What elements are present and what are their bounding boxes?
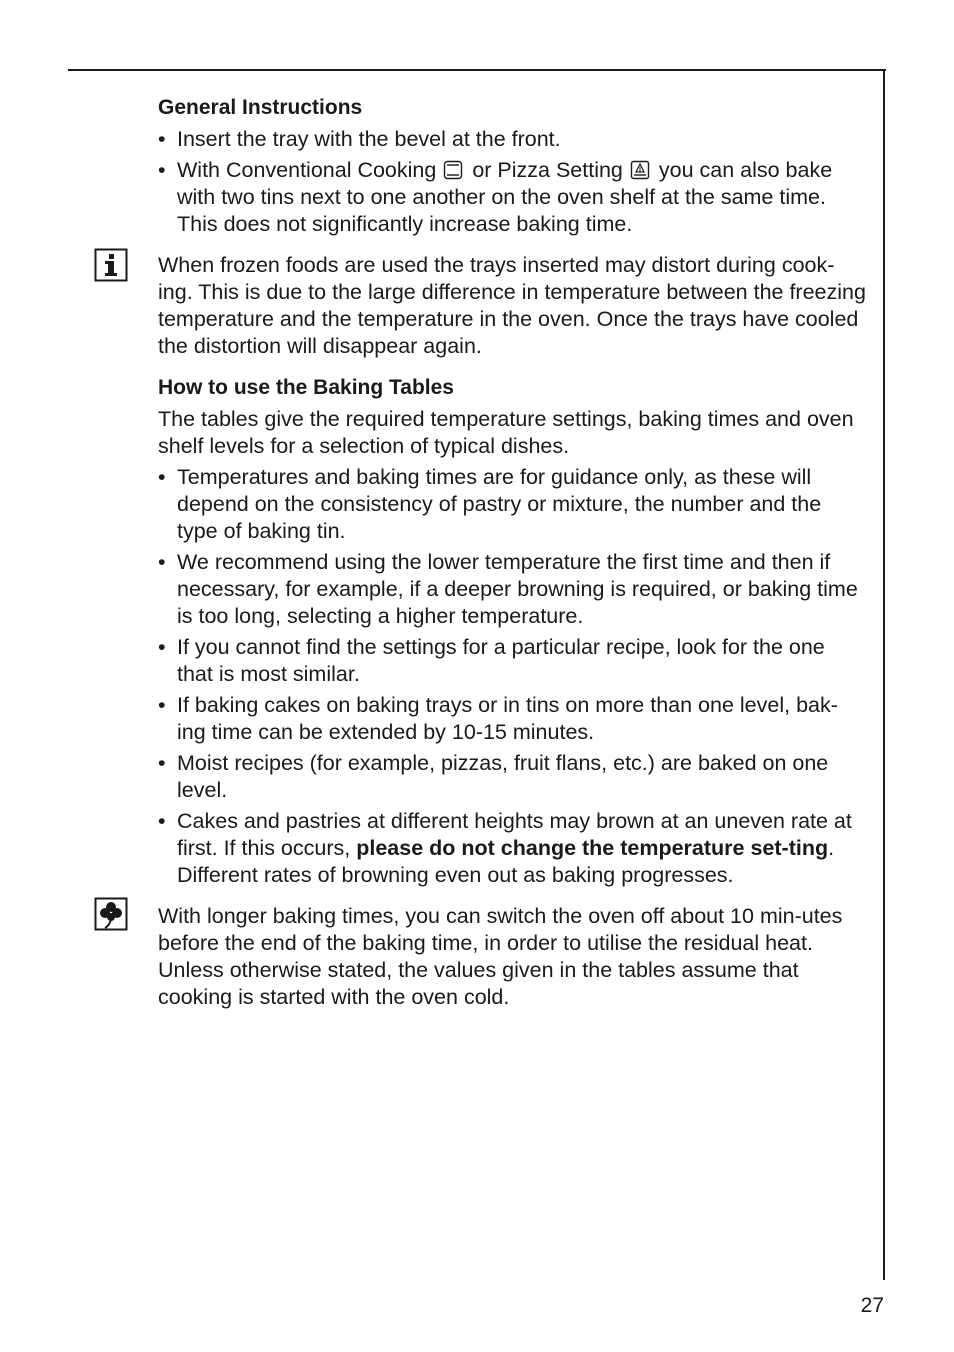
- list-item: • Moist recipes (for example, pizzas, fruit flans, etc.) are baked on one level.: [158, 750, 866, 804]
- list-item: • If baking cakes on baking trays or in tins on more than one level, bak-ing time can be extended by 10-15 minutes.: [158, 692, 866, 746]
- pizza-setting-icon: [630, 160, 650, 180]
- baking-tables-list: [158, 464, 866, 889]
- conventional-cooking-icon: [443, 160, 463, 180]
- baking-tables-heading: How to use the Baking Tables: [158, 376, 454, 399]
- top-rule: [68, 69, 886, 71]
- list-item: • Temperatures and baking times are for guidance only, as these will depend on the consistency of pastry or mixture, the number and the type of baking tin.: [158, 464, 866, 545]
- page-number: 27: [860, 1294, 884, 1317]
- environment-note-text: With longer baking times, you can switch the oven off about 10 min-utes before the end of the baking time, in order to utilise the residual heat.: [158, 904, 843, 955]
- environment-note: [158, 903, 866, 1011]
- list-item: • We recommend using the lower temperature the first time and then if necessary, for example, if a deeper browning is required, or baking time is too long, selecting a higher temperature.: [158, 549, 866, 630]
- info-icon: [94, 248, 128, 282]
- list-item: • If you cannot find the settings for a particular recipe, look for the one that is most similar.: [158, 634, 866, 688]
- right-margin-rule: [883, 69, 885, 1280]
- list-item: • With Conventional Cooking or Pizza Setting you can also bake with two tins next to one another on the oven shelf at the same time. This does not significantly increase baking time.: [158, 157, 866, 238]
- info-note-text: When frozen foods are used the trays inserted may distort during cook-ing. This is due to the large difference in temperature between the freezing temperature and the temperature in the oven. Once the trays have cooled the distortion will disappear again.: [158, 253, 866, 358]
- list-item: • Cakes and pastries at different heights may brown at an uneven rate at first. If this occurs, please do not change the temperature set-ting. Different rates of browning even out as baking progresses.: [158, 808, 866, 889]
- general-instructions-list: [158, 126, 866, 238]
- info-note: [158, 252, 866, 360]
- general-instructions-heading: General Instructions: [158, 96, 363, 119]
- environment-note-text-2: Unless otherwise stated, the values given in the tables assume that cooking is started with the oven cold.: [158, 958, 799, 1009]
- baking-tables-intro: The tables give the required temperature settings, baking times and oven shelf levels for a selection of typical dishes.: [158, 407, 854, 458]
- emphasis-text: please do not change the temperature set-ting: [356, 836, 829, 860]
- list-item: • Insert the tray with the bevel at the front.: [158, 126, 866, 153]
- environment-clover-icon: [94, 897, 128, 931]
- page-content: [158, 94, 866, 1025]
